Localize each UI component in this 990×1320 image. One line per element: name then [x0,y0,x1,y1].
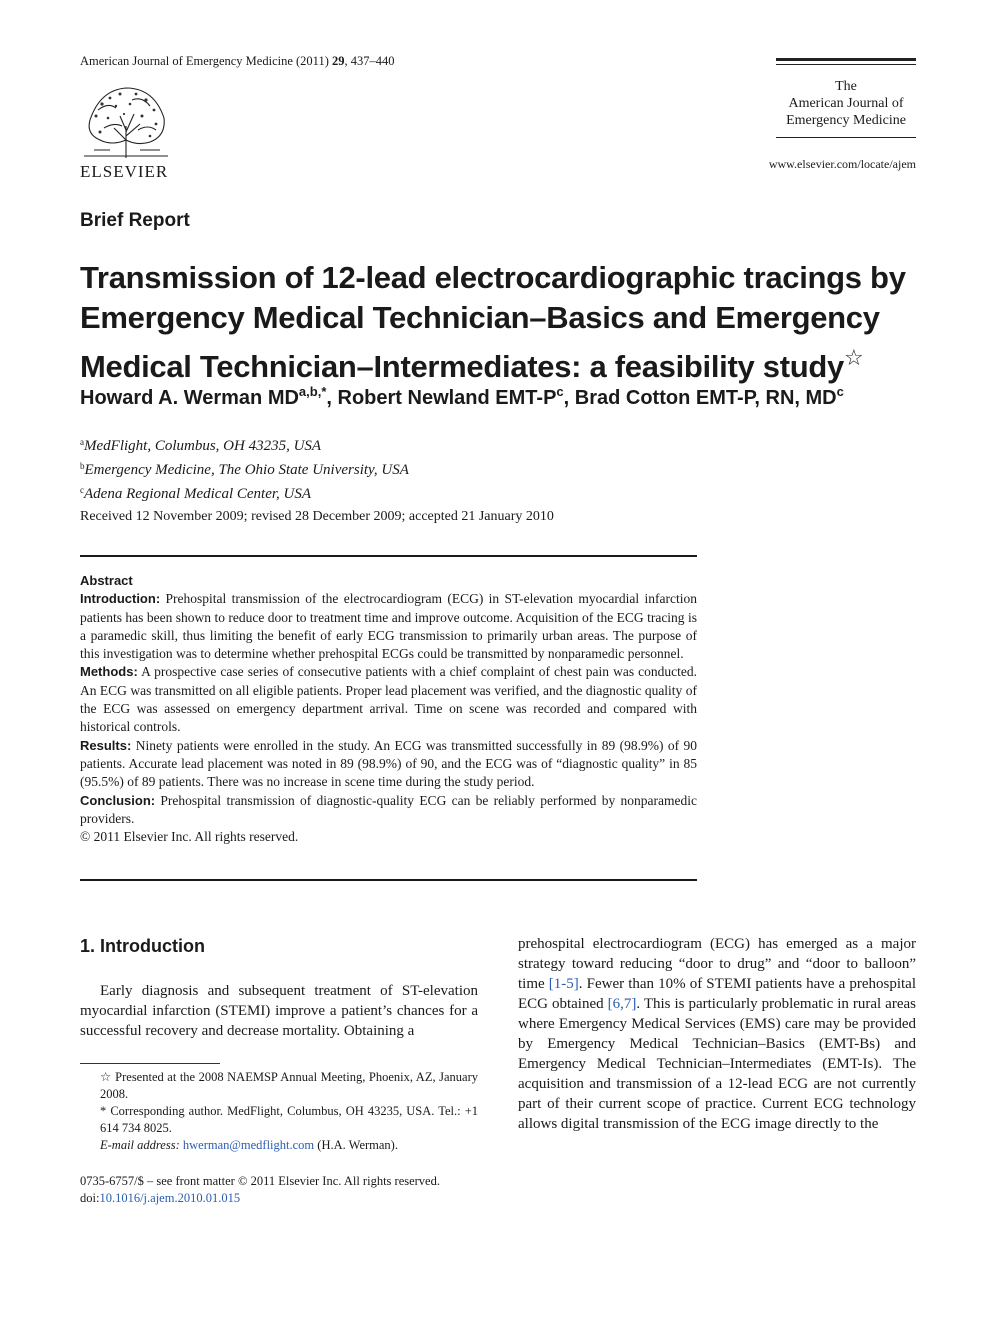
footnote-text: Corresponding author. MedFlight, Columbus, OH 43235, USA. Tel.: +1 614 734 8025. [100,1104,478,1135]
issn-line: 0735-6757/$ – see front matter © 2011 Elsevier Inc. All rights reserved. [80,1174,440,1188]
journal-name [776,78,916,129]
journal-pages: , 437–440 [344,54,395,68]
footnote-email [80,1137,478,1154]
affiliation-text: Adena Regional Medical Center, USA [84,486,312,502]
abstract-text: Prehospital transmission of diagnostic-quality ECG can be reliably performed by nonparamedic providers. [80,792,697,826]
email-owner: (H.A. Werman). [314,1138,398,1152]
journal-rule-top [776,58,916,61]
abstract-results [80,737,697,792]
footnote-rule [80,1063,220,1064]
doi-line [80,1190,478,1207]
intro-paragraph: Early diagnosis and subsequent treatment of ST-elevation myocardial infarction (STEMI) improve a patient’s chances for a successful recovery and decrease mortality. Obtaining a [80,983,478,1039]
affiliation-item [80,480,409,504]
author-affiliation-mark[interactable]: a,b,* [298,384,327,399]
author-affiliation-mark[interactable]: c [556,384,564,399]
author-name: , Robert Newland EMT-P [326,387,557,409]
abstract-text: Ninety patients were enrolled in the study. An ECG was transmitted successfully in 89 (98.9%) of 90 patients. Accurate lead placement was noted in 89 (98.9%) of 90, and the ECG was of “diagnostic quality” in 85 (95.5%) of 89 patients. There was no increase in scene time during the study period. [80,737,697,790]
abstract-text: A prospective case series of consecutive patients with a chief complaint of chest pain was conducted. An ECG was transmitted on all eligible patients. Proper lead placement was verified, and the diagnostic quality of the ECG was assessed on emergency department arrival. Time on scene was recorded and compared with historical controls. [80,664,697,735]
journal-ref-prefix: American Journal of Emergency Medicine (2011) [80,54,332,68]
affiliations [80,432,409,504]
journal-url[interactable]: www.elsevier.com/locate/ajem [768,157,916,171]
section-heading-introduction: 1. Introduction [80,936,205,956]
doi-label: doi: [80,1191,100,1205]
article-title [80,258,910,387]
author-affiliation-mark[interactable]: c [836,384,844,399]
abstract-label: Conclusion: [80,792,156,808]
abstract [80,572,697,846]
received-dates: Received 12 November 2009; revised 28 December 2009; accepted 21 January 2010 [80,509,554,524]
abstract-label: Results: [80,737,132,753]
abstract-text: Prehospital transmission of the electrocardiogram (ECG) in ST-elevation myocardial infarction patients has been shown to reduce door to treatment time and improve outcome. Acquisition of the ECG tracing is a paramedic skill, thus limiting the benefit of early ECG transmission to primarily urban areas. The purpose of this investigation was to determine whether prehospital ECGs could be transmitted by nonparamedic personnel. [80,591,697,662]
footnote-mark: ☆ [100,1070,112,1084]
body-text: . This is particularly problematic in rural areas where Emergency Medical Services (EMS) care may be provided by Emergency Medical Technician–Basics (EMT-Bs) and Emergency Medical Technician–Intermediates (EMT-Is). The acquisition and transmission of a 12-lead ECG are not currently part of their current scope of practice. Current ECG technology allows digital transmission of the ECG image directly to the [518,996,916,1132]
journal-rule-bottom [776,137,916,138]
footnote-corresponding [80,1103,478,1137]
email-link[interactable]: hwerman@medflight.com [182,1138,315,1152]
section-type: Brief Report [80,210,190,231]
journal-name-line2: American Journal of [788,96,904,111]
journal-name-line3: Emergency Medicine [786,113,906,128]
footnotes [80,1069,478,1154]
affiliation-mark: a [80,437,84,447]
affiliation-item [80,456,409,480]
citation-link[interactable]: [6,7] [607,996,637,1012]
author-name: Howard A. Werman MD [80,387,299,409]
article-title-text: Transmission of 12-lead electrocardiographic tracings by Emergency Medical Technician–Basics and Emergency Medical Technician–Intermediates: a feasibility study [80,260,906,384]
abstract-methods [80,663,697,736]
abstract-rule-bottom [80,879,697,881]
author-name: , Brad Cotton EMT-P, RN, MD [563,387,837,409]
abstract-label: Methods: [80,664,138,680]
affiliation-text: Emergency Medicine, The Ohio State University, USA [84,462,409,478]
body-text: . Fewer than 10% of STEMI patients have a prehospital ECG obtained [518,976,916,1012]
affiliation-mark: b [80,461,85,471]
affiliation-text: MedFlight, Columbus, OH 43235, USA [84,438,322,454]
doi-link[interactable]: 10.1016/j.ajem.2010.01.015 [99,1191,241,1205]
footnote-mark: * [100,1104,107,1118]
right-column-paragraph [518,934,916,1134]
author-list [80,384,910,410]
publisher-logo-text: ELSEVIER [80,162,169,181]
abstract-conclusion [80,792,697,829]
citation-link[interactable]: [1-5] [548,976,579,992]
footnote-presented [80,1069,478,1103]
journal-volume: 29 [332,54,345,68]
title-footnote-mark[interactable]: ☆ [843,345,864,370]
affiliation-item [80,432,409,456]
body-text: prehospital electrocardiogram (ECG) has emerged as a major strategy toward reducing “door to drug” and “door to balloon” time [518,936,916,992]
email-label: E-mail address: [100,1138,180,1152]
abstract-label: Introduction: [80,591,161,607]
abstract-heading: Abstract [80,573,133,588]
abstract-rule-top [80,555,697,557]
abstract-copyright: © 2011 Elsevier Inc. All rights reserved. [80,829,299,845]
journal-rule-top-thin [776,64,916,65]
journal-reference [80,54,395,69]
issn-block [80,1173,478,1207]
footnote-text: Presented at the 2008 NAEMSP Annual Meeting, Phoenix, AZ, January 2008. [100,1070,479,1101]
abstract-introduction [80,590,697,663]
journal-name-line1: The [835,79,857,94]
affiliation-mark: c [80,485,84,495]
